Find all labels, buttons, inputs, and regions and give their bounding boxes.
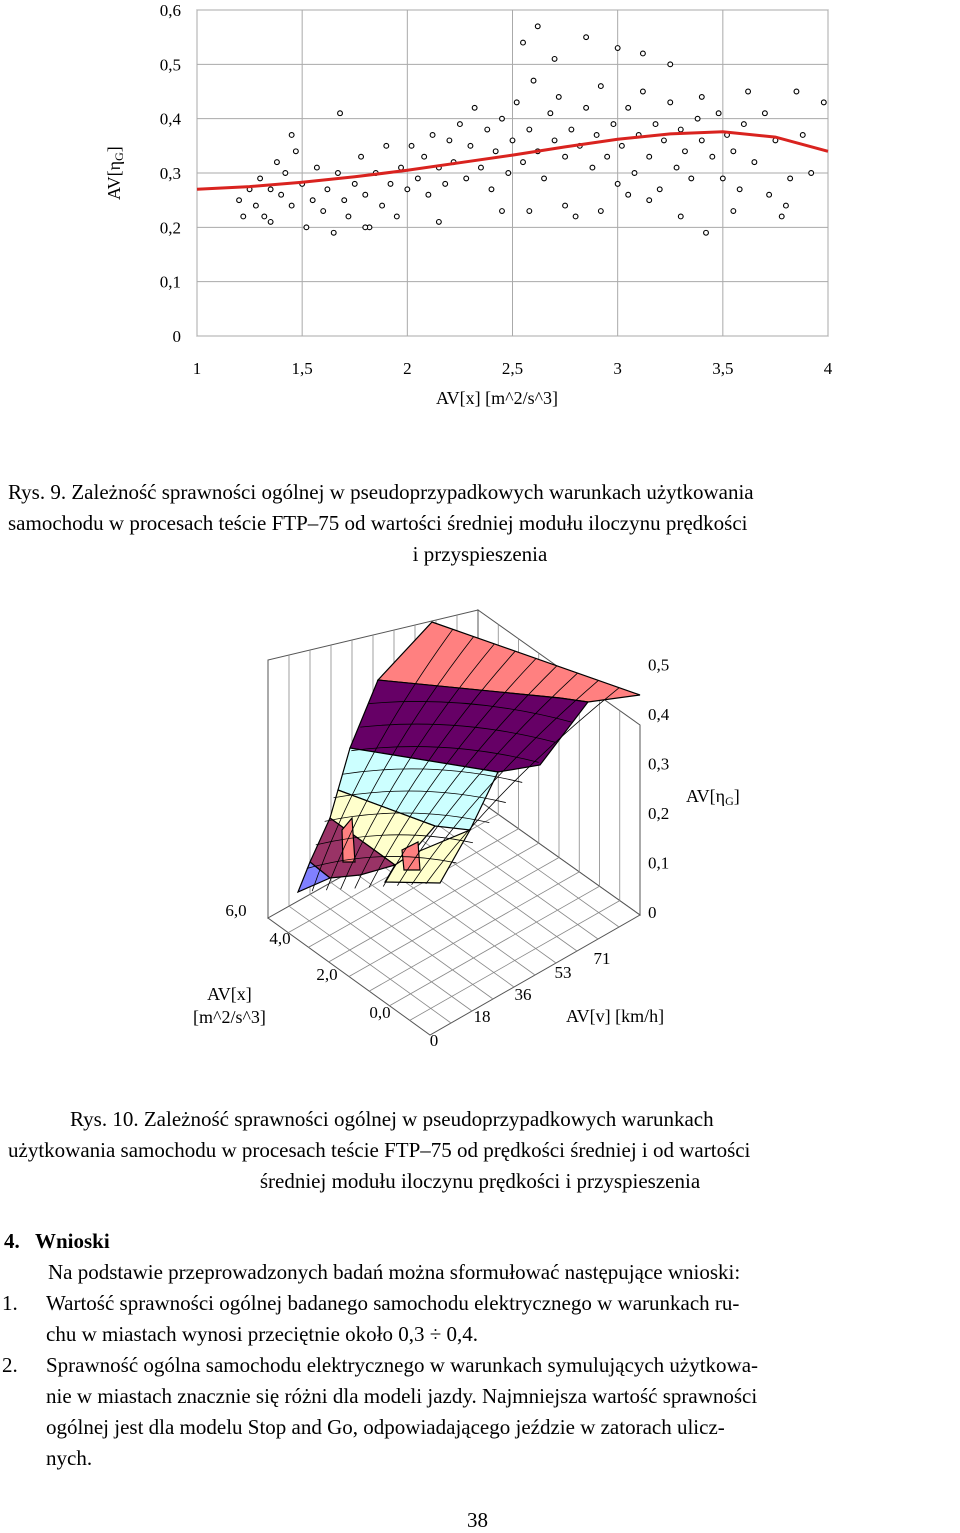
caption-line: i przyspieszenia <box>412 542 548 566</box>
data-point <box>479 165 484 170</box>
data-point <box>531 78 536 83</box>
section-heading <box>0 1226 960 1257</box>
figure-10-caption <box>0 1104 960 1197</box>
data-point <box>573 214 578 219</box>
x-axis-label <box>193 983 266 1029</box>
data-point <box>794 89 799 94</box>
data-point <box>704 230 709 235</box>
section-title: Wnioski <box>35 1229 110 1253</box>
data-point <box>632 171 637 176</box>
y-tick-labels <box>160 1 182 346</box>
list-item <box>0 1288 960 1350</box>
surface-chart <box>0 600 960 1070</box>
z-tick-labels <box>648 656 670 923</box>
z-tick-label: 0,1 <box>648 853 670 873</box>
caption-line: Zależność sprawności ogólnej w pseudoprzypadkowych warunkach <box>143 1107 714 1131</box>
data-point <box>289 133 294 138</box>
data-point <box>653 122 658 127</box>
data-point <box>548 111 553 116</box>
data-point <box>678 214 683 219</box>
x-tick-label: 0,0 <box>369 1003 391 1022</box>
data-point <box>527 209 532 214</box>
y-axis-label-sub: G <box>112 152 126 161</box>
z-axis-label-main: AV[η <box>686 786 726 806</box>
list-item-text: chu w miastach wynosi przeciętnie około 0,3 ÷ 0,4. <box>46 1322 479 1346</box>
data-point <box>598 84 603 89</box>
data-point <box>657 187 662 192</box>
data-point <box>384 143 389 148</box>
data-point <box>598 209 603 214</box>
data-point <box>331 230 336 235</box>
data-point <box>605 154 610 159</box>
data-point <box>304 225 309 230</box>
section-intro: Na podstawie przeprowadzonych badań można sformułować następujące wnioski: <box>48 1260 741 1284</box>
chart-grid <box>197 10 828 336</box>
v-tick-label: 0 <box>429 1031 439 1050</box>
data-point <box>321 209 326 214</box>
data-point <box>626 105 631 110</box>
data-point <box>668 62 673 67</box>
data-point <box>283 171 288 176</box>
data-point <box>468 143 473 148</box>
data-point <box>289 203 294 208</box>
x-axis-label-line: [m^2/s^3] <box>193 1007 266 1027</box>
data-point <box>556 95 561 100</box>
section-number: 4. <box>4 1229 20 1253</box>
data-point <box>788 176 793 181</box>
y-tick-label: 0,6 <box>159 1 181 20</box>
data-point <box>363 192 368 197</box>
data-point <box>699 138 704 143</box>
data-point <box>430 133 435 138</box>
data-point <box>443 181 448 186</box>
data-point <box>363 225 368 230</box>
data-point <box>535 24 540 29</box>
x-tick-label: 2,5 <box>501 359 524 378</box>
data-point <box>662 138 667 143</box>
x-tick-label: 3 <box>613 359 622 378</box>
x-tick-label: 2,0 <box>316 965 338 984</box>
data-point <box>695 116 700 121</box>
caption-label: Rys. 9. <box>8 480 67 504</box>
data-point <box>253 203 258 208</box>
x-axis-label: AV[x] [m^2/s^3] <box>436 388 559 408</box>
x-tick-label: 3,5 <box>712 359 734 378</box>
x-tick-label: 2 <box>403 359 412 378</box>
z-tick-label: 0,4 <box>648 705 670 724</box>
data-point <box>500 209 505 214</box>
data-point <box>678 127 683 132</box>
data-point <box>436 220 441 225</box>
x-tick-label: 1 <box>192 359 202 378</box>
y-axis-label <box>104 146 127 200</box>
data-point <box>552 138 557 143</box>
v-tick-label: 53 <box>554 963 572 982</box>
z-tick-label: 0 <box>648 903 657 922</box>
data-point <box>359 154 364 159</box>
data-point <box>415 176 420 181</box>
caption-line: użytkowania samochodu w procesach teście FTP–75 od prędkości średniej i od wartości <box>8 1138 751 1162</box>
caption-label: Rys. 10. <box>70 1107 139 1131</box>
data-point <box>314 165 319 170</box>
list-item-number: 1. <box>2 1291 18 1315</box>
x-tick-label: 6,0 <box>225 901 247 920</box>
data-point <box>262 214 267 219</box>
data-point <box>506 171 511 176</box>
data-point <box>590 165 595 170</box>
z-tick-label: 0,5 <box>648 655 670 675</box>
y-tick-label: 0,4 <box>159 109 181 129</box>
data-point <box>615 181 620 186</box>
data-point <box>447 138 452 143</box>
data-point <box>611 122 616 127</box>
data-point <box>569 127 574 132</box>
x-tick-label: 4 <box>823 359 833 378</box>
data-point <box>258 176 263 181</box>
data-point <box>275 160 280 165</box>
data-point <box>514 100 519 105</box>
x-axis-label-line: AV[x] <box>207 984 252 1004</box>
data-point <box>731 149 736 154</box>
data-point <box>641 89 646 94</box>
data-point <box>647 154 652 159</box>
data-point <box>325 187 330 192</box>
data-point <box>800 133 805 138</box>
x-tick-labels <box>193 359 833 378</box>
data-point <box>241 214 246 219</box>
data-point <box>763 111 768 116</box>
data-point <box>767 192 772 197</box>
y-axis-label-close: ] <box>104 146 124 153</box>
x-tick-label: 4,0 <box>269 929 291 948</box>
data-point <box>399 165 404 170</box>
v-axis-label: AV[v] [km/h] <box>566 1006 665 1026</box>
caption-line: średniej modułu iloczynu prędkości i przyspieszenia <box>259 1169 701 1193</box>
data-point <box>380 203 385 208</box>
v-tick-label: 71 <box>593 949 611 968</box>
list-item-text: nie w miastach znacznie się różni dla modeli jazdy. Najmniejsza wartość sprawności <box>46 1384 758 1408</box>
y-tick-label: 0 <box>172 327 181 346</box>
list-item-text: Wartość sprawności ogólnej badanego samochodu elektrycznego w warunkach ru- <box>46 1291 740 1315</box>
data-point <box>394 214 399 219</box>
data-point <box>500 116 505 121</box>
data-point <box>279 192 284 197</box>
z-axis-label <box>686 786 740 809</box>
data-point <box>737 187 742 192</box>
figure-9-caption <box>0 477 960 570</box>
data-point <box>584 35 589 40</box>
data-point <box>563 154 568 159</box>
z-tick-label: 0,3 <box>648 754 670 774</box>
data-point <box>563 203 568 208</box>
data-point <box>710 154 715 159</box>
data-point <box>641 51 646 56</box>
data-point <box>584 105 589 110</box>
list-item-number: 2. <box>2 1353 18 1377</box>
data-point <box>409 143 414 148</box>
list-item <box>0 1350 960 1474</box>
section-conclusions <box>0 1226 960 1474</box>
data-point <box>752 160 757 165</box>
data-point <box>647 198 652 203</box>
data-point <box>689 176 694 181</box>
data-point <box>746 89 751 94</box>
data-point <box>626 192 631 197</box>
data-point <box>619 143 624 148</box>
data-point <box>493 149 498 154</box>
data-point <box>809 171 814 176</box>
data-point <box>485 127 490 132</box>
list-item-text: ogólnej jest dla modelu Stop and Go, odpowiadającego jeździe w zatorach ulicz- <box>46 1415 725 1439</box>
list-item-text: Sprawność ogólna samochodu elektrycznego w warunkach symulujących użytkowa- <box>46 1353 759 1377</box>
data-point <box>426 192 431 197</box>
data-point <box>720 176 725 181</box>
data-point <box>352 181 357 186</box>
x-tick-label: 1,5 <box>291 359 313 378</box>
data-point <box>716 111 721 116</box>
data-point <box>268 220 273 225</box>
data-point <box>388 181 393 186</box>
z-tick-label: 0,2 <box>648 804 670 823</box>
data-point <box>779 214 784 219</box>
data-point <box>615 46 620 51</box>
v-tick-label: 36 <box>514 985 532 1004</box>
data-point <box>784 203 789 208</box>
y-tick-label: 0,5 <box>159 55 181 75</box>
z-axis-label-sub: G <box>725 794 734 808</box>
y-axis-label-main: AV[η <box>104 160 124 200</box>
data-point <box>338 111 343 116</box>
chart-points <box>237 24 827 235</box>
data-point <box>821 100 826 105</box>
data-point <box>699 95 704 100</box>
page-number: 38 <box>467 1508 488 1532</box>
data-point <box>422 154 427 159</box>
caption-line: Zależność sprawności ogólnej w pseudoprzypadkowych warunkach użytkowania <box>71 480 754 504</box>
y-tick-label: 0,3 <box>159 164 181 183</box>
data-point <box>310 198 315 203</box>
data-point <box>668 100 673 105</box>
data-point <box>521 40 526 45</box>
data-point <box>293 149 298 154</box>
data-point <box>342 198 347 203</box>
data-point <box>521 160 526 165</box>
data-point <box>741 122 746 127</box>
data-point <box>527 127 532 132</box>
data-point <box>336 171 341 176</box>
data-point <box>489 187 494 192</box>
scatter-chart <box>0 0 960 420</box>
data-point <box>472 105 477 110</box>
data-point <box>237 198 242 203</box>
y-tick-label: 0,1 <box>159 272 181 292</box>
data-point <box>683 149 688 154</box>
data-point <box>268 187 273 192</box>
v-tick-label: 18 <box>473 1007 491 1026</box>
data-point <box>405 187 410 192</box>
data-point <box>464 176 469 181</box>
list-item-text: nych. <box>46 1446 93 1470</box>
y-tick-label: 0,2 <box>159 218 181 238</box>
data-point <box>510 138 515 143</box>
data-point <box>552 57 557 62</box>
data-point <box>346 214 351 219</box>
data-point <box>674 165 679 170</box>
data-point <box>458 122 463 127</box>
data-point <box>594 133 599 138</box>
z-axis-label-close: ] <box>733 786 740 806</box>
caption-line: samochodu w procesach teście FTP–75 od wartości średniej modułu iloczynu prędkości <box>8 511 748 535</box>
data-point <box>731 209 736 214</box>
data-point <box>542 176 547 181</box>
